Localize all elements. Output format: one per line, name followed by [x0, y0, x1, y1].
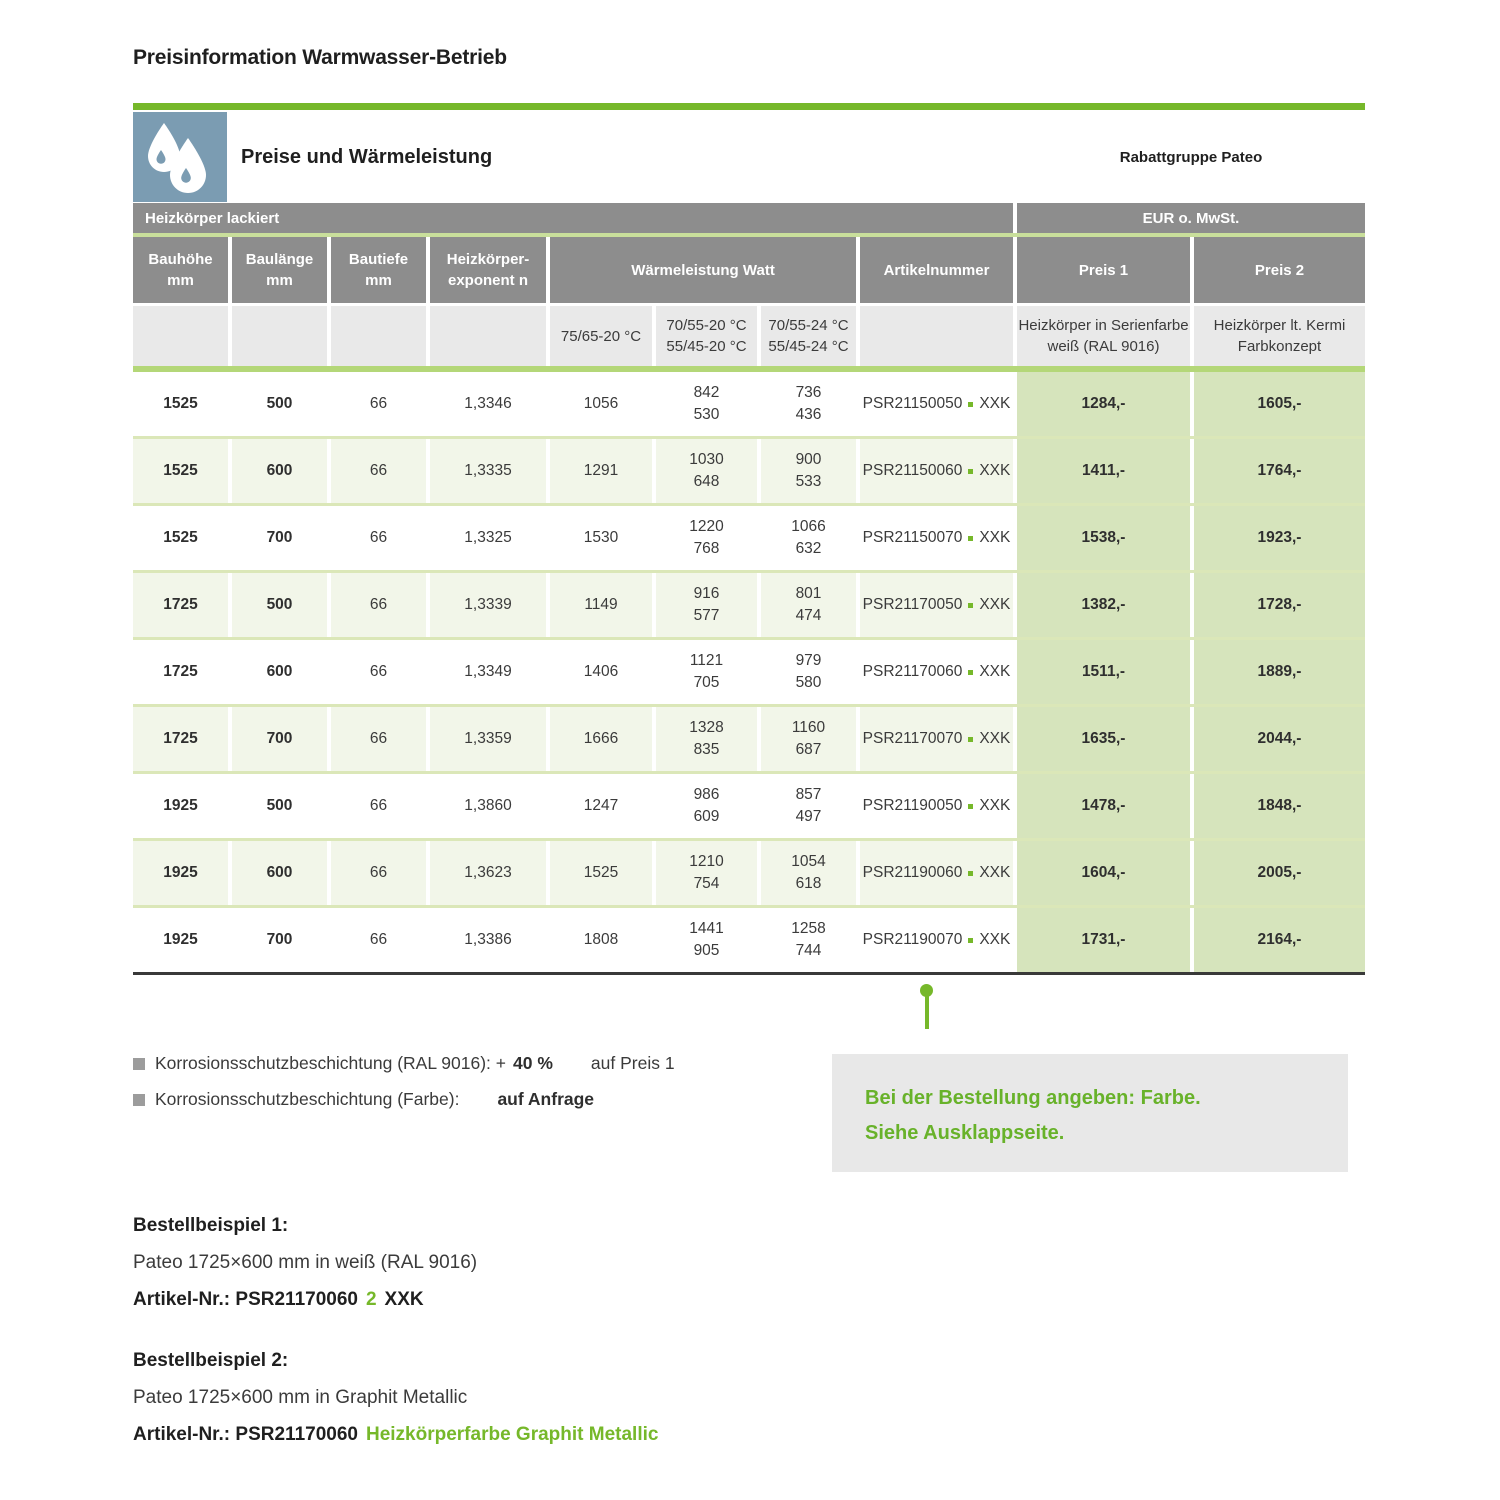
watt-line: 533: [795, 473, 822, 490]
cell-preis1: 1511,-: [1017, 640, 1190, 704]
cell-preis1: 1635,-: [1017, 707, 1190, 771]
col-header-bautiefe: [331, 237, 426, 303]
cell-watt-7055-24: [761, 774, 856, 838]
cell-exponent: 1,3325: [430, 506, 546, 570]
subheader-temp-7055-24: [761, 306, 856, 366]
cell-preis2: 2005,-: [1194, 841, 1365, 905]
watt-line: 857: [795, 786, 822, 803]
cell-watt-7055-20: [656, 573, 757, 637]
cell-bautiefe: 66: [331, 439, 426, 503]
cell-preis2: 2164,-: [1194, 908, 1365, 972]
order-callout-box: [832, 1054, 1348, 1172]
cell-watt-7055-24: [761, 573, 856, 637]
watt-line: 900: [795, 451, 822, 468]
cell-exponent: 1,3860: [430, 774, 546, 838]
example-artikel-line: [133, 1416, 658, 1453]
col-line: exponent n: [447, 272, 528, 289]
artikel-number: PSR21170050: [862, 596, 963, 613]
desc-line: Heizkörper lt. Kermi: [1213, 317, 1346, 334]
cell-watt-7055-24: [761, 841, 856, 905]
watt-line: 705: [693, 674, 720, 691]
color-dot-icon: [968, 603, 973, 608]
artikel-suffix: XXK: [979, 529, 1011, 546]
cell-exponent: 1,3346: [430, 372, 546, 436]
artikel-prefix: Artikel-Nr.: PSR21170060: [133, 1424, 358, 1445]
watt-line: 916: [693, 585, 720, 602]
artikel-prefix: Artikel-Nr.: PSR21170060: [133, 1289, 358, 1310]
cell-bauhoehe: 1925: [133, 841, 228, 905]
cell-preis2: 1848,-: [1194, 774, 1365, 838]
col-line: Heizkörper-: [446, 251, 530, 268]
cell-baulaenge: 700: [232, 506, 327, 570]
desc-line: Farbkonzept: [1237, 338, 1322, 355]
cell-bauhoehe: 1725: [133, 640, 228, 704]
col-header-bauhoehe: [133, 237, 228, 303]
cell-watt-7565: 1666: [550, 707, 652, 771]
subheader-preis2-desc: [1194, 306, 1365, 366]
cell-preis1: 1478,-: [1017, 774, 1190, 838]
table-column-headers: [133, 237, 1365, 303]
cell-baulaenge: 700: [232, 707, 327, 771]
subheader-temp-7565: 75/65-20 °C: [550, 306, 652, 366]
watt-line: 905: [693, 942, 720, 959]
order-example-1: [133, 1207, 658, 1318]
cell-bauhoehe: 1525: [133, 372, 228, 436]
cell-exponent: 1,3339: [430, 573, 546, 637]
desc-line: Heizkörper in Serienfarbe: [1018, 317, 1189, 334]
price-table: [133, 203, 1365, 975]
col-header-exponent: [430, 237, 546, 303]
artikel-number: PSR21190060: [862, 864, 963, 881]
color-dot-icon: [968, 670, 973, 675]
watt-line: 768: [693, 540, 720, 557]
cell-baulaenge: 500: [232, 372, 327, 436]
cell-baulaenge: 700: [232, 908, 327, 972]
table-row: [133, 640, 1365, 704]
cell-bauhoehe: 1925: [133, 908, 228, 972]
color-dot-icon: [968, 469, 973, 474]
color-dot-icon: [968, 938, 973, 943]
cell-preis2: 1923,-: [1194, 506, 1365, 570]
cell-artikelnummer: [860, 908, 1013, 972]
cell-watt-7055-20: [656, 640, 757, 704]
artikel-number: PSR21170070: [862, 730, 963, 747]
watt-line: 577: [693, 607, 720, 624]
cell-bauhoehe: 1725: [133, 707, 228, 771]
cell-bautiefe: 66: [331, 372, 426, 436]
cell-watt-7565: 1247: [550, 774, 652, 838]
square-bullet-icon: [133, 1094, 145, 1106]
cell-baulaenge: 600: [232, 841, 327, 905]
cell-artikelnummer: [860, 640, 1013, 704]
note-value: 40 %: [513, 1053, 553, 1073]
cell-watt-7565: 1525: [550, 841, 652, 905]
cell-artikelnummer: [860, 506, 1013, 570]
cell-watt-7055-24: [761, 506, 856, 570]
cell-bautiefe: 66: [331, 908, 426, 972]
col-header-preis2: Preis 2: [1194, 237, 1365, 303]
table-subheaders: [133, 306, 1365, 366]
cell-bautiefe: 66: [331, 774, 426, 838]
watt-line: 744: [795, 942, 822, 959]
subheader-empty: [860, 306, 1013, 366]
col-line: Baulänge: [245, 251, 314, 268]
col-header-baulaenge: [232, 237, 327, 303]
cell-watt-7055-24: [761, 908, 856, 972]
table-row: [133, 908, 1365, 972]
note-corrosion-farbe: [133, 1089, 594, 1110]
artikel-suffix: XXK: [979, 596, 1011, 613]
watt-line: 801: [795, 585, 822, 602]
callout-line: Siehe Ausklappseite.: [865, 1122, 1065, 1144]
cell-exponent: 1,3349: [430, 640, 546, 704]
cell-bautiefe: 66: [331, 640, 426, 704]
artikel-suffix: XXK: [979, 395, 1011, 412]
cell-watt-7055-20: [656, 841, 757, 905]
artikel-suffix: XXK: [979, 730, 1011, 747]
subheader-empty: [133, 306, 228, 366]
cell-watt-7055-20: [656, 707, 757, 771]
watt-line: 1054: [791, 853, 826, 870]
watt-line: 1030: [689, 451, 724, 468]
pointer-pin-stem: [925, 995, 929, 1029]
color-dot-icon: [968, 402, 973, 407]
table-row: [133, 774, 1365, 838]
water-drops-icon: [133, 112, 227, 202]
temp-line: 70/55-24 °C: [768, 317, 849, 334]
order-examples: [133, 1207, 658, 1453]
watt-line: 1121: [689, 652, 724, 669]
watt-line: 1210: [689, 853, 724, 870]
page-title: Preisinformation Warmwasser-Betrieb: [133, 46, 507, 69]
watt-line: 618: [795, 875, 822, 892]
section-title: Preise und Wärmeleistung: [241, 145, 493, 168]
note-corrosion-ral9016: [133, 1053, 675, 1074]
note-label: Korrosionsschutzbeschichtung (Farbe):: [155, 1089, 460, 1109]
color-dot-icon: [968, 804, 973, 809]
cell-watt-7565: 1808: [550, 908, 652, 972]
subheader-preis1-desc: [1017, 306, 1190, 366]
cell-bautiefe: 66: [331, 841, 426, 905]
example-title: Bestellbeispiel 2:: [133, 1350, 289, 1371]
watt-line: 436: [795, 406, 822, 423]
cell-preis1: 1382,-: [1017, 573, 1190, 637]
cell-bauhoehe: 1525: [133, 506, 228, 570]
group-header-right: EUR o. MwSt.: [1017, 203, 1365, 233]
cell-exponent: 1,3386: [430, 908, 546, 972]
cell-preis2: 2044,-: [1194, 707, 1365, 771]
cell-watt-7565: 1406: [550, 640, 652, 704]
cell-bautiefe: 66: [331, 573, 426, 637]
watt-line: 1066: [791, 518, 826, 535]
cell-watt-7055-24: [761, 707, 856, 771]
cell-watt-7055-20: [656, 506, 757, 570]
watt-line: 609: [693, 808, 720, 825]
cell-artikelnummer: [860, 841, 1013, 905]
artikel-number: PSR21150060: [862, 462, 963, 479]
subheader-temp-7055-20: [656, 306, 757, 366]
watt-line: 497: [795, 808, 822, 825]
example-artikel-line: [133, 1281, 658, 1318]
col-header-artikelnummer: Artikelnummer: [860, 237, 1013, 303]
table-row: [133, 707, 1365, 771]
cell-watt-7055-20: [656, 439, 757, 503]
artikel-suffix: XXK: [384, 1289, 424, 1310]
cell-watt-7565: 1530: [550, 506, 652, 570]
cell-bauhoehe: 1725: [133, 573, 228, 637]
watt-line: 1220: [689, 518, 724, 535]
subheader-empty: [331, 306, 426, 366]
watt-line: 1258: [791, 920, 826, 937]
cell-preis1: 1411,-: [1017, 439, 1190, 503]
temp-line: 70/55-20 °C: [666, 317, 747, 334]
cell-watt-7055-20: [656, 372, 757, 436]
cell-preis1: 1538,-: [1017, 506, 1190, 570]
watt-line: 687: [795, 741, 822, 758]
example-description: Pateo 1725×600 mm in Graphit Metallic: [133, 1387, 468, 1408]
cell-preis1: 1604,-: [1017, 841, 1190, 905]
col-line: mm: [266, 272, 293, 289]
note-value: auf Anfrage: [497, 1089, 595, 1109]
cell-baulaenge: 500: [232, 573, 327, 637]
subheader-empty: [232, 306, 327, 366]
artikel-suffix: XXK: [979, 797, 1011, 814]
artikel-suffix: XXK: [979, 663, 1011, 680]
cell-watt-7565: 1056: [550, 372, 652, 436]
example-description: Pateo 1725×600 mm in weiß (RAL 9016): [133, 1252, 478, 1273]
cell-preis2: 1605,-: [1194, 372, 1365, 436]
table-row: [133, 439, 1365, 503]
artikel-number: PSR21190070: [862, 931, 963, 948]
callout-line: Bei der Bestellung angeben: Farbe.: [865, 1087, 1201, 1109]
artikel-suffix: XXK: [979, 931, 1011, 948]
col-line: mm: [365, 272, 392, 289]
color-dot-icon: [968, 871, 973, 876]
cell-artikelnummer: [860, 573, 1013, 637]
watt-line: 979: [795, 652, 822, 669]
note-suffix: auf Preis 1: [590, 1053, 675, 1073]
artikel-highlight: 2: [365, 1289, 377, 1310]
cell-bautiefe: 66: [331, 506, 426, 570]
cell-watt-7055-20: [656, 908, 757, 972]
subheader-empty: [430, 306, 546, 366]
table-row: [133, 372, 1365, 436]
group-header-left: Heizkörper lackiert: [133, 203, 1013, 233]
cell-watt-7055-24: [761, 640, 856, 704]
note-label: Korrosionsschutzbeschichtung (RAL 9016): +: [155, 1053, 506, 1073]
artikel-highlight: Heizkörperfarbe Graphit Metallic: [365, 1424, 659, 1445]
table-row: [133, 573, 1365, 637]
col-header-waermeleistung: Wärmeleistung Watt: [550, 237, 856, 303]
watt-line: 736: [795, 384, 822, 401]
cell-watt-7565: 1291: [550, 439, 652, 503]
artikel-suffix: XXK: [979, 864, 1011, 881]
cell-preis2: 1889,-: [1194, 640, 1365, 704]
color-dot-icon: [968, 536, 973, 541]
cell-exponent: 1,3623: [430, 841, 546, 905]
cell-baulaenge: 600: [232, 640, 327, 704]
watt-line: 1328: [689, 719, 724, 736]
color-dot-icon: [968, 737, 973, 742]
cell-preis2: 1764,-: [1194, 439, 1365, 503]
col-line: Bauhöhe: [148, 251, 213, 268]
temp-line: 55/45-24 °C: [768, 338, 849, 355]
cell-watt-7055-24: [761, 439, 856, 503]
cell-bautiefe: 66: [331, 707, 426, 771]
desc-line: weiß (RAL 9016): [1047, 338, 1160, 355]
example-title: Bestellbeispiel 1:: [133, 1215, 289, 1236]
cell-bauhoehe: 1925: [133, 774, 228, 838]
artikel-number: PSR21150050: [862, 395, 963, 412]
watt-line: 986: [693, 786, 720, 803]
watt-line: 1441: [689, 920, 724, 937]
cell-baulaenge: 600: [232, 439, 327, 503]
artikel-number: PSR21150070: [862, 529, 963, 546]
cell-bauhoehe: 1525: [133, 439, 228, 503]
artikel-suffix: XXK: [979, 462, 1011, 479]
cell-watt-7565: 1149: [550, 573, 652, 637]
watt-line: 1160: [791, 719, 826, 736]
water-drops-glyph: [133, 112, 227, 202]
watt-line: 530: [693, 406, 720, 423]
col-line: mm: [167, 272, 194, 289]
cell-artikelnummer: [860, 774, 1013, 838]
cell-watt-7055-20: [656, 774, 757, 838]
col-line: Bautiefe: [348, 251, 409, 268]
table-group-header: [133, 203, 1365, 233]
cell-preis1: 1731,-: [1017, 908, 1190, 972]
order-example-2: [133, 1342, 658, 1453]
table-row: [133, 506, 1365, 570]
cell-watt-7055-24: [761, 372, 856, 436]
watt-line: 842: [693, 384, 720, 401]
cell-exponent: 1,3359: [430, 707, 546, 771]
col-header-preis1: Preis 1: [1017, 237, 1190, 303]
watt-line: 632: [795, 540, 822, 557]
divider-green: [133, 103, 1365, 110]
cell-artikelnummer: [860, 439, 1013, 503]
artikel-number: PSR21190050: [862, 797, 963, 814]
cell-exponent: 1,3335: [430, 439, 546, 503]
table-row: [133, 841, 1365, 905]
table-bottom-border: [133, 972, 1365, 975]
discount-group-label: Rabattgruppe Pateo: [1119, 148, 1263, 166]
watt-line: 835: [693, 741, 720, 758]
watt-line: 580: [795, 674, 822, 691]
cell-artikelnummer: [860, 372, 1013, 436]
cell-preis1: 1284,-: [1017, 372, 1190, 436]
watt-line: 754: [693, 875, 720, 892]
cell-artikelnummer: [860, 707, 1013, 771]
artikel-number: PSR21170060: [862, 663, 963, 680]
cell-preis2: 1728,-: [1194, 573, 1365, 637]
watt-line: 474: [795, 607, 822, 624]
watt-line: 648: [693, 473, 720, 490]
temp-line: 55/45-20 °C: [666, 338, 747, 355]
cell-baulaenge: 500: [232, 774, 327, 838]
square-bullet-icon: [133, 1058, 145, 1070]
